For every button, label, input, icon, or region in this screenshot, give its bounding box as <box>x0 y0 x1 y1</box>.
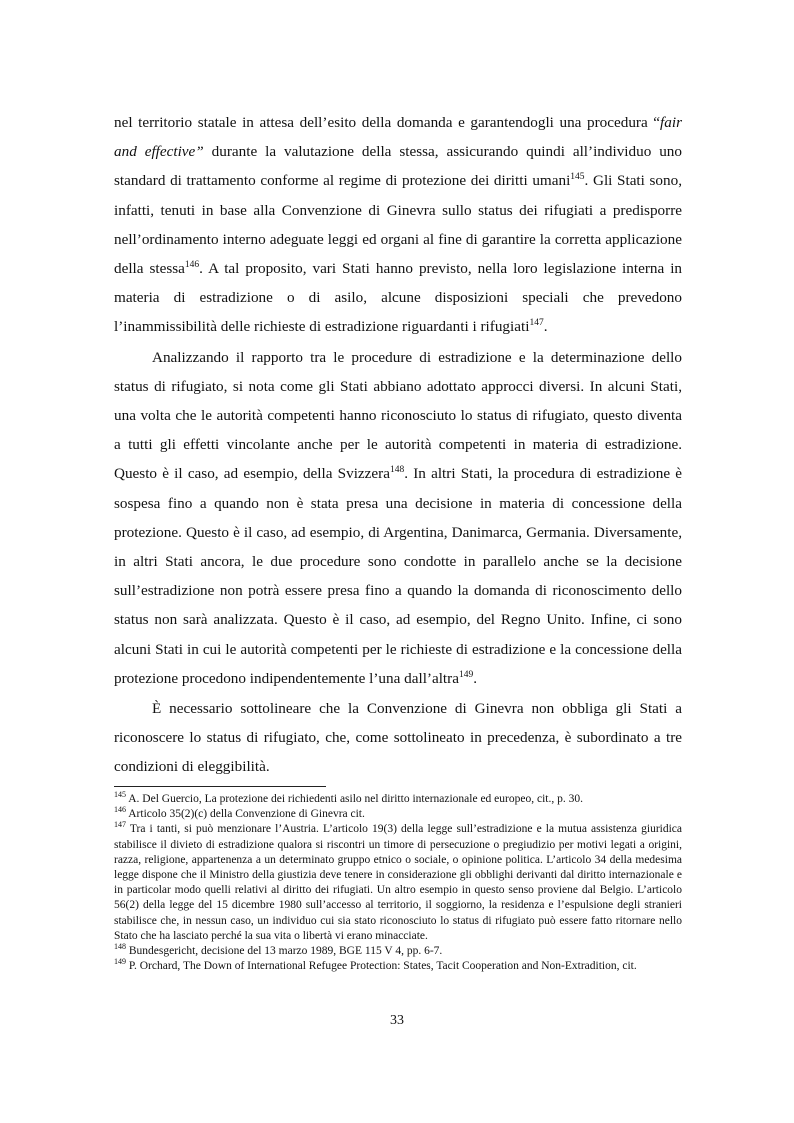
footnote-145 <box>114 792 682 807</box>
footnote-ref-149[interactable]: 149 <box>458 669 474 680</box>
footnote-number: 147 <box>114 820 126 830</box>
footnote-text: A. Del Guercio, La protezione dei richiedenti asilo nel diritto internazionale ed europeo, cit., p. 30. <box>126 793 583 805</box>
paragraph-2 <box>114 343 682 693</box>
footnotes <box>114 792 682 974</box>
footnote-text: Bundesgericht, decisione del 13 marzo 1989, BGE 115 V 4, pp. 6-7. <box>126 945 443 958</box>
footnote-ref-148[interactable]: 148 <box>389 465 405 476</box>
footnote-146 <box>114 807 682 822</box>
footnote-number: 146 <box>114 805 126 815</box>
paragraph-2-text-b: . In altri Stati, la procedura di estradizione è sospesa fino a quando non è stata presa una decisione in materia di concessione della protezione. Questo è il caso, ad esempio, di Argentina, Danimarca, Germania. Diversamente, in altri Stati ancora, le due procedure sono condotte in parallelo anche se la decisione sull’estradizione non potrà essere presa fino a quando la domanda di riconoscimento dello status non sarà analizzata. Questo è il caso, ad esempio, del Regno Unito. Infine, ci sono alcuni Stati in cui le autorità competenti per le richieste di estradizione e la concessione della protezione procedono indipendentemente l’una dall’altra <box>114 465 682 687</box>
footnote-text: P. Orchard, The Down of International Refugee Protection: States, Tacit Cooperation and Non-Extradition, cit. <box>126 960 637 973</box>
footnote-text: Tra i tanti, si può menzionare l’Austria. L’articolo 19(3) della legge sull’estradizione e la mutua assistenza giuridica stabilisce il divieto di estradizione qualora si riscontri un timore di persecuzione o pregiudizio per motivi legati a origini, razza, religione, appartenenza a un determinato gruppo etnico o sociale, o opinione politica. L’articolo 34 della medesima legge dispone che il Ministro della giustizia deve tenere in considerazione gli obblighi derivanti dal diritto internazionale e in particolar modo quelli relativi al diritto dei rifugiati. Un altro esempio in questo senso proviene dal Belgio. L’articolo 56(2) della legge del 15 dicembre 1980 sull’accesso al territorio, il soggiorno, la residenza e l’espulsione degli stranieri stabilisce che, in nessun caso, un individuo cui sia stato riconosciuto lo status di rifugiato può essere fatto ritornare nello Stato che ha lasciato perché la sua vita o libertà vi erano minacciate. <box>114 823 682 942</box>
paragraph-1-text-c: . Gli Stati sono, infatti, tenuti in base alla Convenzione di Ginevra sullo status dei rifugiati a predisporre nell’ordinamento interno adeguate leggi ed organi al fine di garantire la corretta applicazione della stessa <box>114 172 682 278</box>
body-text <box>114 108 682 782</box>
paragraph-2-text-a: Analizzando il rapporto tra le procedure di estradizione e la determinazione dello status di rifugiato, si nota come gli Stati abbiano adottato approcci diversi. In alcuni Stati, una volta che le autorità competenti hanno riconosciuto lo status di rifugiato, questo diventa a tutti gli effetti vincolante anche per le autorità competenti in materia di estradizione. Questo è il caso, ad esempio, della Svizzera <box>114 348 682 483</box>
footnote-number: 148 <box>114 942 126 952</box>
paragraph-1-text-b: durante la valutazione della stessa, assicurando quindi all’individuo uno standard di trattamento conforme al regime di protezione dei diritti umani <box>114 143 682 190</box>
footnote-separator <box>114 786 326 787</box>
paragraph-1-text-a: nel territorio statale in attesa dell’esito della domanda e garantendogli una procedura “ <box>114 114 661 131</box>
paragraph-1-text-d: . A tal proposito, vari Stati hanno previsto, nella loro legislazione interna in materia di estradizione o di asilo, alcune disposizioni speciali che prevedono l’inammissibilità delle richieste di estradizione riguardanti i rifugiati <box>114 260 683 336</box>
footnote-ref-146[interactable]: 146 <box>184 259 200 270</box>
page-number: 33 <box>390 1013 404 1028</box>
paragraph-1-text-e: . <box>543 318 548 336</box>
footnote-ref-145[interactable]: 145 <box>570 172 585 183</box>
footnote-text: Articolo 35(2)(c) della Convenzione di Ginevra cit. <box>126 808 365 821</box>
footnote-148 <box>114 944 682 959</box>
paragraph-1 <box>114 108 682 342</box>
paragraph-2-text-c: . <box>473 669 477 687</box>
footnote-149 <box>114 959 682 974</box>
footnote-ref-147[interactable]: 147 <box>529 318 544 329</box>
paragraph-3: È necessario sottolineare che la Convenzione di Ginevra non obbliga gli Stati a riconoscere lo status di rifugiato, che, come sottolineato in precedenza, è subordinato a tre condizioni di eleggibilità. <box>114 700 682 776</box>
footnote-number: 145 <box>114 790 126 800</box>
paragraph-1-emphasis: fair and effective” <box>114 114 682 161</box>
footnote-147 <box>114 822 682 944</box>
footnote-number: 149 <box>114 957 126 967</box>
